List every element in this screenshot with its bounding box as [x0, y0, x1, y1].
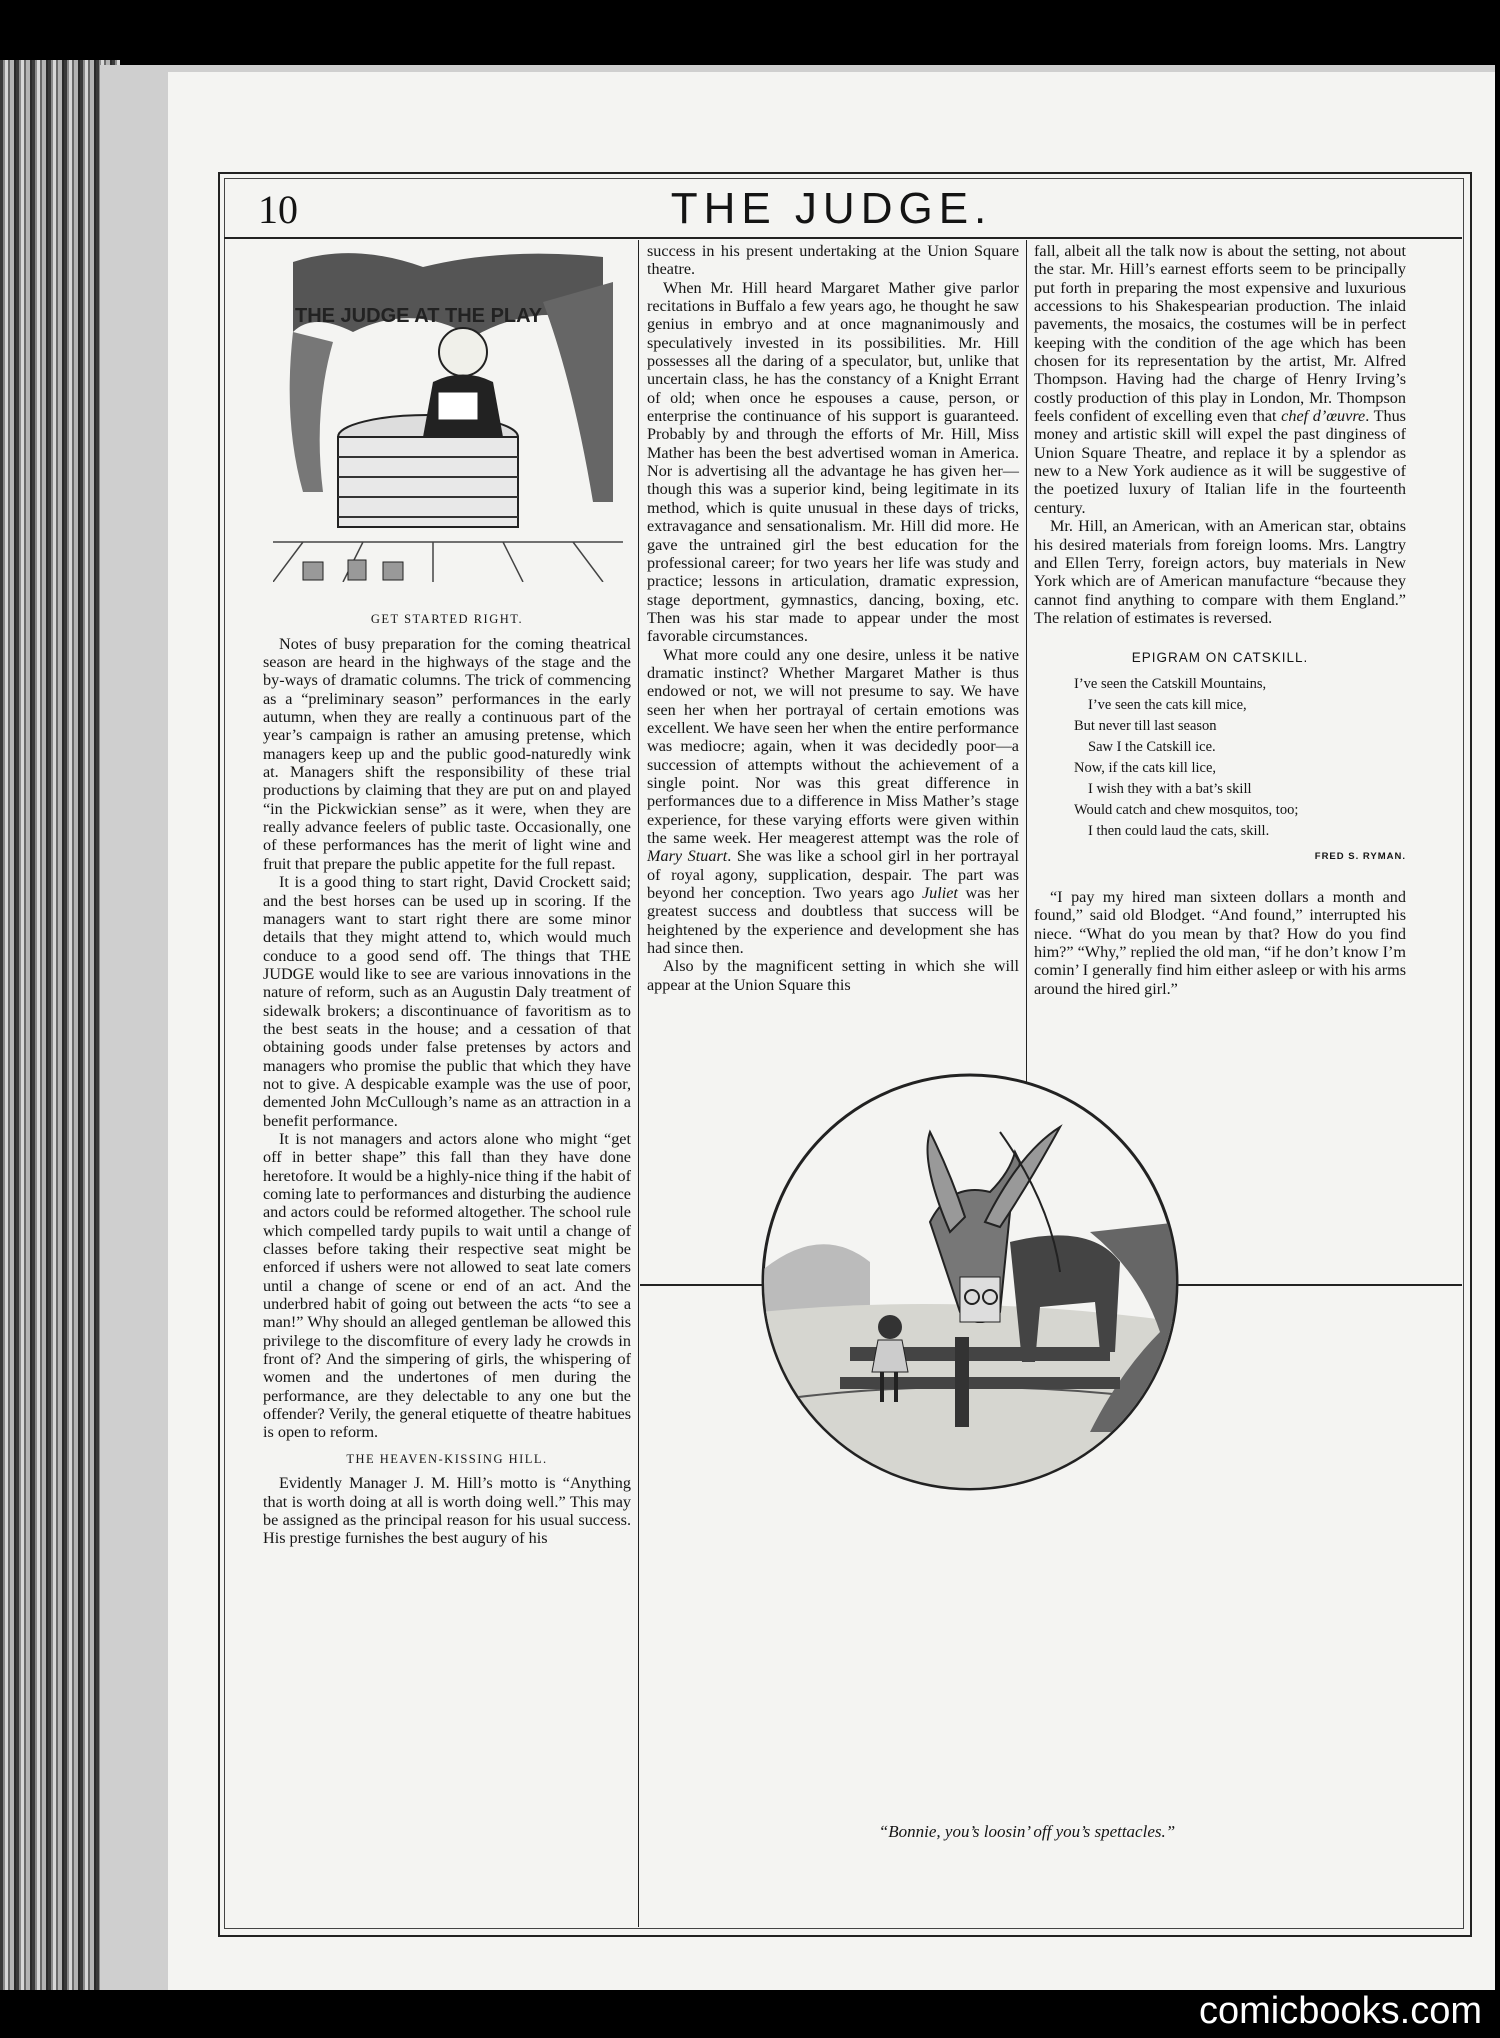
column-1	[263, 242, 631, 1548]
article-paragraph: Mr. Hill, an American, with an American star, obtains his desired materials from foreign looms. Mrs. Langtry and Ellen Terry, foreign actors, buy materials in New York which are of American manufacture “because they cannot find anything to compare with them England.” The relation of estimates is reversed.	[1034, 517, 1406, 627]
article-paragraph: success in his present undertaking at the Union Square theatre.	[647, 242, 1019, 279]
masthead-title: THE JUDGE.	[670, 184, 993, 233]
section-heading-get-started-right: GET STARTED RIGHT.	[370, 612, 524, 627]
article-paragraph: It is a good thing to start right, David Crockett said; and the best horses can be used up in scoring. If the managers want to start right there are some minor details that they might attend to, which would much conduce to a good send off. The things that THE JUDGE would like to see are various innovations in the nature of reform, such as an Augustin Daly treatment of sidewalk brokers; a discontinuance of favoritism as to the best seats in the house; and a cessation of that obtaining goods under false pretenses by actors and managers who promise the public that which they have not to give. A despicable example was the use of poor, demented John McCullough’s name as an attraction in a benefit performance.	[263, 873, 631, 1130]
role-title: Juliet	[921, 884, 958, 903]
header-rule	[224, 237, 1462, 239]
poem	[1074, 674, 1406, 842]
poem-line: Now, if the cats kill lice,	[1074, 759, 1217, 776]
column-3	[1034, 242, 1406, 998]
article-paragraph: Evidently Manager J. M. Hill’s motto is “Anything that is worth doing at all is worth doing well.” This may be assigned as the principal reason for his usual success. His prestige furnishes the best augury of his	[263, 1474, 631, 1548]
column-rule-1	[638, 240, 639, 1927]
poem-line: I’ve seen the cats kill mice,	[1088, 696, 1247, 713]
article-paragraph: fall, albeit all the talk now is about the setting, not about the star. Mr. Hill’s earnest efforts seem to be principally put forth in preparing the most expensive and luxurious accessions to his Shakespearian production. The inlaid pavements, the mosaics, the costumes will be in perfect keeping with the condition of the age which has been chosen for its representation by the artist, Mr. Alfred Thompson. Having had the charge of Henry Irving’s costly production of this play in London, Mr. Thompson feels confident of excelling even that chef d’œuvre. Thus money and artistic skill will expel the past dinginess of Union Square Theatre, and replace it by a splendor as new to a New York audience as it will be suggestive of the poetized luxury of Italian life in the fourteenth century.	[1034, 242, 1406, 517]
column-2	[647, 242, 1019, 994]
article-paragraph: When Mr. Hill heard Margaret Mather give parlor recitations in Buffalo a few years ago, he thought he saw genius in embryo and at once magnanimously and speculatively invested in its possibilities. Mr. Hill possesses all the daring of a speculator, but, unlike that uncertain class, he has the constancy of a Knight Errant of old; when once he espouses a cause, person, or enterprise the continuance of his support is guaranteed. Probably by and through the efforts of Mr. Hill, Miss Mather has been the best advertised woman in America. Nor is advertising all the advantage he has given her—though this was a superior kind, being legitimate in its method, which is quite unusual in these days of tricks, extravagance and sensationalism. Mr. Hill did more. He gave the untrained girl the best education for the professional career; for two years her life was study and practice; lessons in articulation, dramatic expression, stage deportment, gymnastics, dancing, boxing, etc. Then was his star made to appear under the most favorable circumstances.	[647, 278, 1019, 646]
illustration-lettering: THE JUDGE AT THE PLAY	[295, 305, 543, 327]
poem-line: But never till last season	[1074, 717, 1217, 734]
article-paragraph: Notes of busy preparation for the coming theatrical season are heard in the highways of the stage and the by-ways of dramatic columns. The trick of commencing as a “preliminary season” performances in the early autumn, when they are really a continuous part of the year’s campaign is rather an amusing pretense, which managers keep up and the public good-naturedly wink at. Managers shift the responsibility of these trial productions by claiming that they are put on and played “in the Pickwickian sense” as it were, when they are really advance feelers of public taste. Occasionally, one of these performances has the merit of light wine and fruit that prepare the public appetite for the full repast.	[263, 634, 631, 873]
poem-line: Would catch and chew mosquitos, too;	[1074, 801, 1299, 818]
page-number: 10	[258, 187, 298, 232]
cartoon-caption: “Bonnie, you’s loosin’ off you’s spettacles.”	[878, 1822, 1176, 1841]
article-paragraph: Also by the magnificent setting in which she will appear at the Union Square this	[647, 957, 1019, 994]
site-watermark: comicbooks.com	[1199, 1990, 1482, 2032]
article-paragraph: It is not managers and actors alone who might “get off in better shape” this fall than they have done heretofore. It would be a highly-nice thing if the habit of coming late to performances and disturbing the audience and actors could be reformed altogether. The school rule which compelled tardy pupils to wait until a change of classes before taking their respective seat might be enforced if ushers were not allowed to seat late comers until a change of scene or end of an act. And the underbred habit of going out between the acts “to see a man!” Why should an alleged gentleman be allowed this privilege to the discomfiture of every lady he crowds in front of? And the simpering of girls, the whispering of women and the undertones of men during the performance, are they delectable to any one but the offender? Verily, the general etiquette of theatre habitues is open to reform.	[263, 1129, 631, 1442]
poem-title: EPIGRAM ON CATSKILL.	[1131, 650, 1309, 666]
poem-line: Saw I the Catskill ice.	[1088, 738, 1216, 755]
poem-author: FRED S. RYMAN.	[1314, 850, 1406, 862]
role-title: Mary Stuart	[647, 847, 728, 866]
article-paragraph: What more could any one desire, unless it be native dramatic instinct? Whether Margaret Mather is thus endowed or not, we will not presume to say. We have seen her when her portrayal of certain emotions was excellent. We have seen her when the entire performance was mediocre; again, when it was decidedly poor—a succession of attempts without the achievement of a single point. Nor was this great difference in performances due to a difference in Miss Mather’s stage experience, for these varying efforts were given within the same week. Her meagerest attempt was the role of Mary Stuart. She was like a school girl in her portrayal of royal agony, supplication, despair. The part was beyond her conception. Two years ago Juliet was her greatest success and doubtless that success will be heightened by the experience and development she has had since then.	[647, 645, 1020, 958]
donkey-cartoon-drawing	[760, 1072, 1180, 1492]
judge-at-the-play-illustration	[273, 242, 623, 582]
poem-line: I wish they with a bat’s skill	[1088, 780, 1252, 797]
poem-line: I’ve seen the Catskill Mountains,	[1074, 675, 1267, 692]
section-heading-heaven-kissing-hill: THE HEAVEN-KISSING HILL.	[346, 1451, 548, 1466]
foreign-phrase: chef d’œuvre	[1281, 407, 1366, 426]
donkey-cartoon	[760, 1072, 1180, 1492]
poem-line: I then could laud the cats, skill.	[1088, 822, 1270, 839]
anecdote-paragraph: “I pay my hired man sixteen dollars a month and found,” said old Blodget. “And found,” interrupted his niece. “What do you mean by that? How do you find him?” “Why,” replied the old man, “if he don’t know I’m comin’ I generally find him either asleep or with his arms around the hired girl.”	[1034, 887, 1406, 998]
newspaper-page	[168, 72, 1495, 1990]
